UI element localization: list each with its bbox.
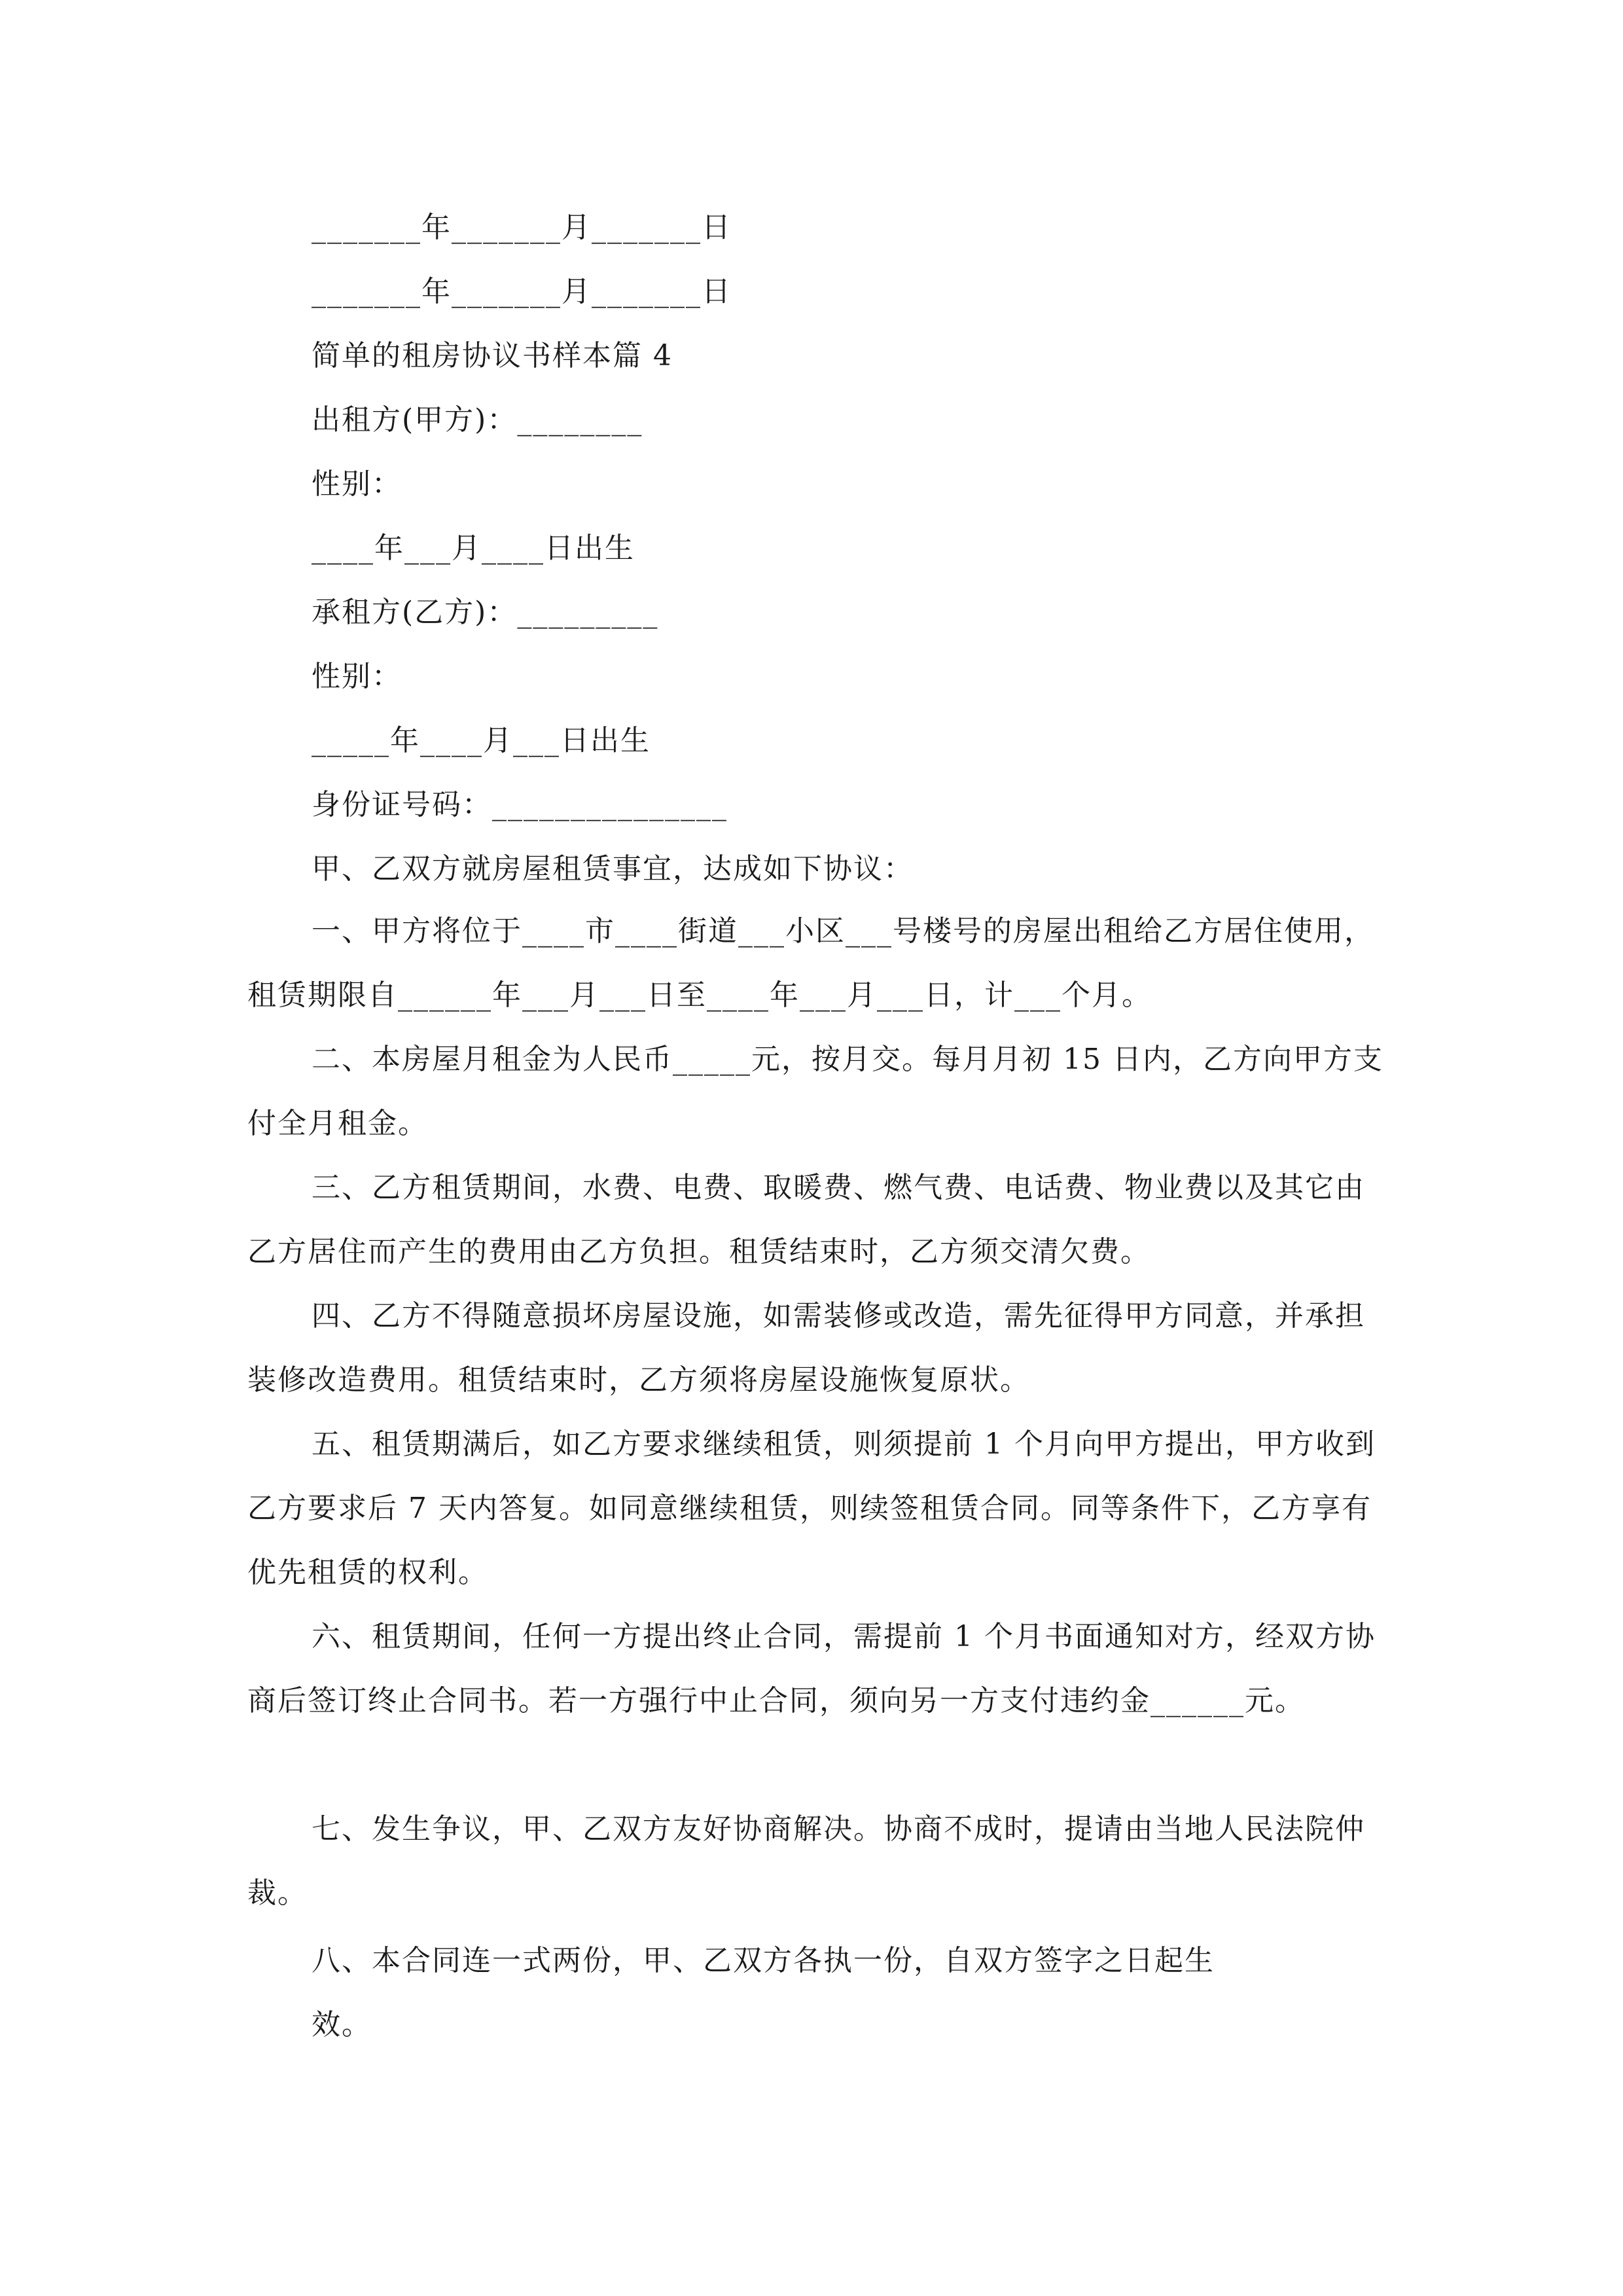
clause-4: 四、乙方不得随意损坏房屋设施，如需装修或改造，需先征得甲方同意，并承担装修改造费用。租赁结束时，乙方须将房屋设施恢复原状。 bbox=[247, 1299, 1365, 1397]
clause-1: 一、甲方将位于____市____街道___小区___号楼号的房屋出租给乙方居住使用，租赁期限自______年___月___日至____年___月___日，计___个月。 bbox=[247, 914, 1374, 1012]
lessee-gender: 性别： bbox=[312, 660, 402, 693]
clause-6: 六、租赁期间，任何一方提出终止合同，需提前 1 个月书面通知对方，经双方协商后签订终止合同书。若一方强行中止合同，须向另一方支付违约金______元。 bbox=[247, 1620, 1376, 1717]
clause-5: 五、租赁期满后，如乙方要求继续租赁，则须提前 1 个月向甲方提出，甲方收到乙方要求后 7 天内答复。如同意继续租赁，则续签租赁合同。同等条件下，乙方享有优先租赁的权利。 bbox=[247, 1427, 1376, 1589]
lessee-birth: _____年____月___日出生 bbox=[312, 724, 651, 757]
lessor-gender: 性别： bbox=[312, 467, 402, 501]
clause-2: 二、本房屋月租金为人民币_____元，按月交。每月月初 15 日内，乙方向甲方支付全月租金。 bbox=[247, 1043, 1383, 1140]
clause-8-end: 效。 bbox=[312, 2008, 372, 2041]
date-line-2: _______年_______月_______日 bbox=[312, 275, 732, 308]
date-line-1: _______年_______月_______日 bbox=[312, 211, 732, 244]
clause-7: 七、发生争议，甲、乙双方友好协商解决。协商不成时，提请由当地人民法院仲裁。 bbox=[247, 1812, 1365, 1910]
agreement-intro: 甲、乙双方就房屋租赁事宜，达成如下协议： bbox=[312, 852, 914, 886]
id-number-label: 身份证号码：_______________ bbox=[312, 788, 728, 821]
clause-8-main: 八、本合同连一式两份，甲、乙双方各执一份，自双方签字之日起生 bbox=[312, 1944, 1215, 1977]
section-title: 简单的租房协议书样本篇 4 bbox=[312, 339, 673, 372]
clause-3: 三、乙方租赁期间，水费、电费、取暖费、燃气费、电话费、物业费以及其它由乙方居住而产生的费用由乙方负担。租赁结束时，乙方须交清欠费。 bbox=[247, 1171, 1365, 1268]
lessor-birth: ____年___月____日出生 bbox=[312, 531, 635, 565]
lessee-label: 承租方(乙方)：_________ bbox=[312, 596, 659, 629]
lessor-label: 出租方(甲方)：________ bbox=[312, 403, 643, 437]
